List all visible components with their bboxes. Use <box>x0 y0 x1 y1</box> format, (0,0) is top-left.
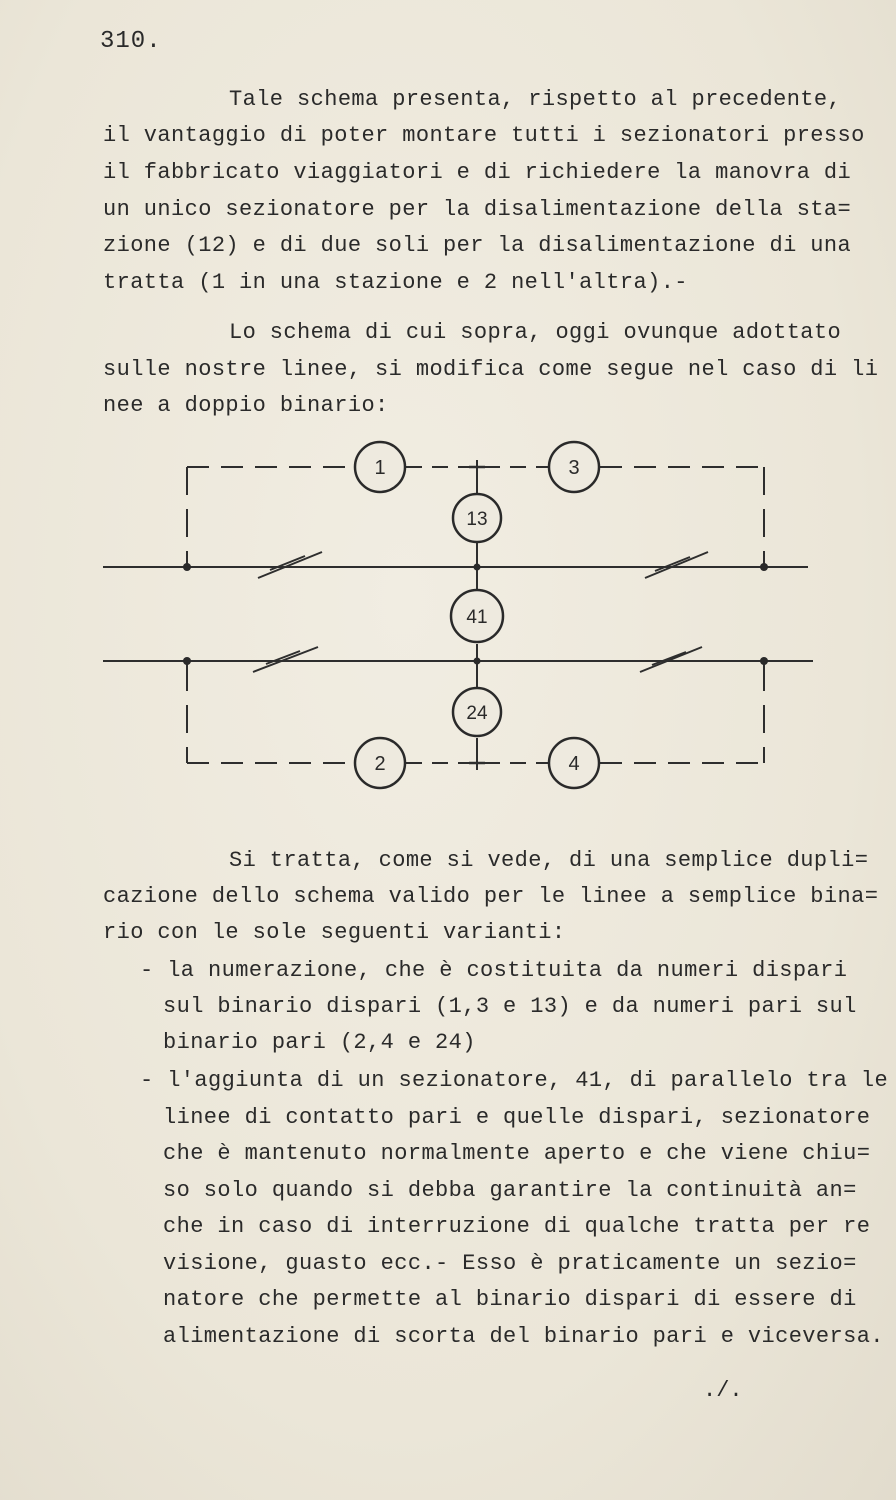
lower-right-section-insulator <box>640 647 702 672</box>
list-item-2-line-4: so solo quando si debba garantire la continuità an= <box>163 1178 857 1203</box>
paragraph-2-line-3: nee a doppio binario: <box>103 393 389 418</box>
lower-left-section-insulator <box>253 647 318 672</box>
list-item-2-line-1: - l'aggiunta di un sezionatore, 41, di parallelo tra le <box>140 1068 889 1093</box>
paragraph-2-line-2: sulle nostre linee, si modifica come segue nel caso di li <box>103 357 879 382</box>
lower-center-junction-dot <box>474 658 481 665</box>
upper-right-section-insulator <box>645 552 708 578</box>
paragraph-1-line-3: il fabbricato viaggiatori e di richiedere la manovra di <box>103 160 852 185</box>
switch-4-label: 4 <box>568 753 580 775</box>
lower-right-junction-dot <box>760 657 768 665</box>
double-track-sectioning-diagram <box>0 420 896 820</box>
paragraph-3-line-1: Si tratta, come si vede, di una semplice dupli= <box>229 848 869 873</box>
list-item-2-line-6: visione, guasto ecc.- Esso è praticamente un sezio= <box>163 1251 857 1276</box>
list-item-1-line-2: sul binario dispari (1,3 e 13) e da numeri pari sul <box>163 994 857 1019</box>
list-item-1-line-1: - la numerazione, che è costituita da numeri dispari <box>140 958 848 983</box>
switch-3-label: 3 <box>568 457 580 479</box>
list-item-2-line-7: natore che permette al binario dispari di essere di <box>163 1287 857 1312</box>
upper-left-junction-dot <box>183 563 191 571</box>
paragraph-1-line-6: tratta (1 in una stazione e 2 nell'altra).- <box>103 270 688 295</box>
paragraph-1-line-5: zione (12) e di due soli per la disalimentazione di una <box>103 233 852 258</box>
continuation-mark: ./. <box>703 1378 743 1403</box>
switch-41-label: 41 <box>466 607 488 628</box>
switch-2-label: 2 <box>374 753 386 775</box>
upper-left-section-insulator <box>258 552 322 578</box>
switch-13-label: 13 <box>466 509 488 530</box>
paragraph-3-line-3: rio con le sole seguenti varianti: <box>103 920 566 945</box>
paragraph-1-line-2: il vantaggio di poter montare tutti i sezionatori presso <box>103 123 865 148</box>
list-item-2-line-8: alimentazione di scorta del binario pari e viceversa. <box>163 1324 884 1349</box>
switch-24-label: 24 <box>466 703 488 724</box>
lower-left-junction-dot <box>183 657 191 665</box>
list-item-1-line-3: binario pari (2,4 e 24) <box>163 1030 476 1055</box>
upper-right-junction-dot <box>760 563 768 571</box>
paragraph-3-line-2: cazione dello schema valido per le linee a semplice bina= <box>103 884 879 909</box>
paragraph-1-line-4: un unico sezionatore per la disalimentazione della sta= <box>103 197 852 222</box>
list-item-2-line-5: che in caso di interruzione di qualche tratta per re <box>163 1214 871 1239</box>
page-number: 310. <box>100 28 162 55</box>
list-item-2-line-2: linee di contatto pari e quelle dispari, sezionatore <box>163 1105 871 1130</box>
list-item-2-line-3: che è mantenuto normalmente aperto e che viene chiu= <box>163 1141 871 1166</box>
switch-1-label: 1 <box>374 457 386 479</box>
paragraph-2-line-1: Lo schema di cui sopra, oggi ovunque adottato <box>229 320 842 345</box>
upper-center-junction-dot <box>474 564 481 571</box>
paragraph-1-line-1: Tale schema presenta, rispetto al precedente, <box>229 87 842 112</box>
